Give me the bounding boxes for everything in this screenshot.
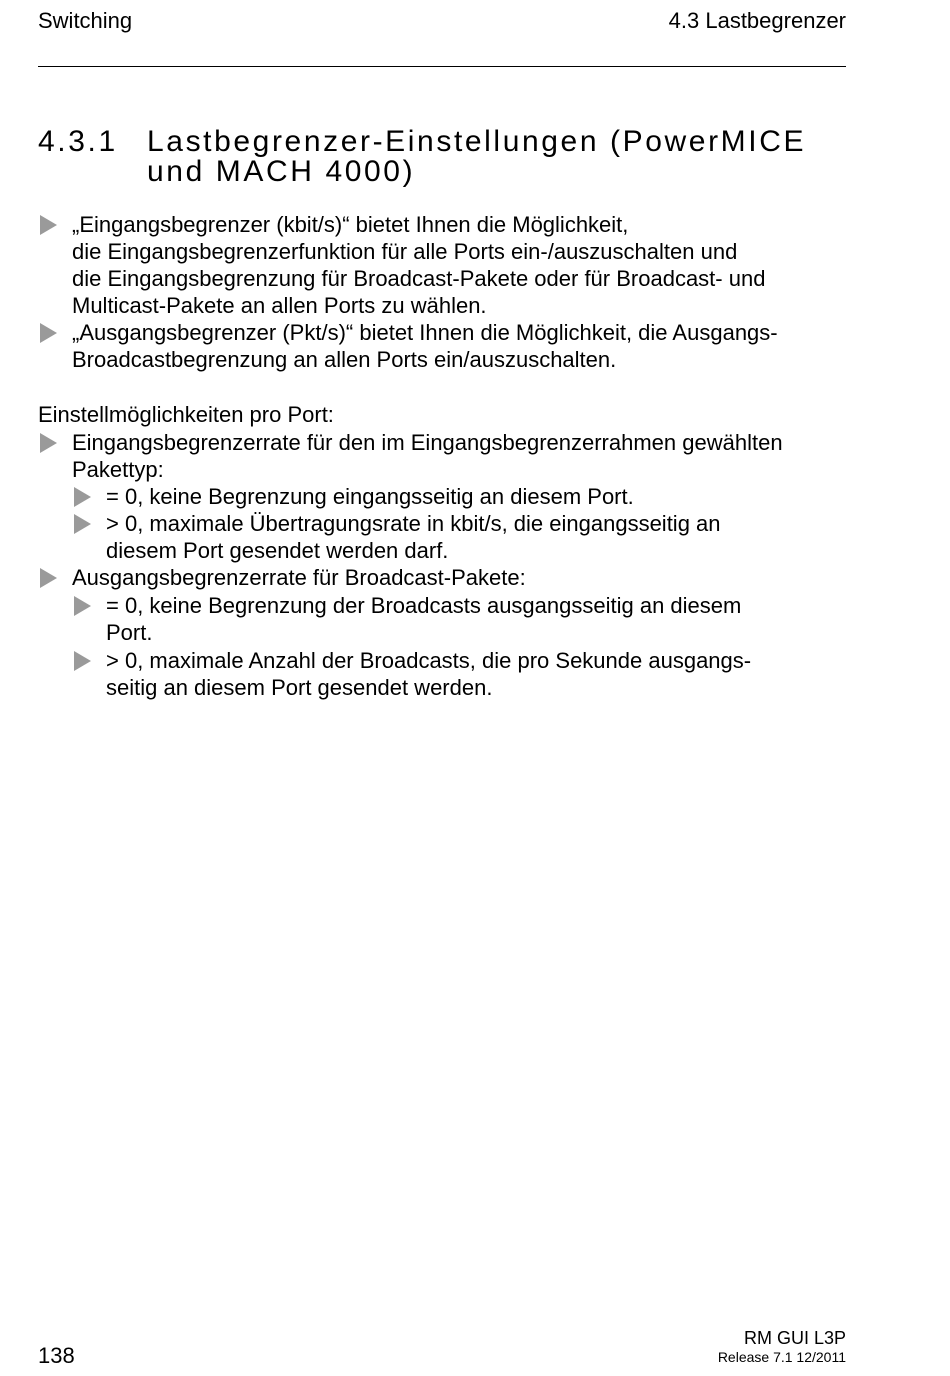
- egress-sub2-line1: > 0, maximale Anzahl der Broadcasts, die pro Sekunde ausgangs-: [106, 648, 752, 673]
- ingress-sub2-line2: diesem Port gesendet werden darf.: [106, 538, 449, 563]
- egress-sub1-line2: Port.: [106, 620, 153, 645]
- intro-item1-line4: Multicast-Pakete an allen Ports zu wählen.: [72, 293, 487, 318]
- intro-item1-line1: „Eingangsbegrenzer (kbit/s)“ bietet Ihnen die Möglichkeit,: [72, 212, 629, 237]
- sub-bullet-triangle-icon: [74, 487, 91, 507]
- sub-bullet-triangle-icon: [74, 651, 91, 671]
- egress-sub1-line1: = 0, keine Begrenzung der Broadcasts ausgangsseitig an diesem: [106, 593, 742, 618]
- running-header-left: Switching: [38, 8, 133, 33]
- ingress-line1: Eingangsbegrenzerrate für den im Eingangsbegrenzerrahmen gewählten: [72, 430, 783, 455]
- section-title-line2: und MACH 4000): [147, 155, 416, 188]
- intro-item2-line2: Broadcastbegrenzung an allen Ports ein/auszuschalten.: [72, 347, 617, 372]
- footer-release: Release 7.1 12/2011: [717, 1349, 846, 1365]
- egress-sub2-line2: seitig an diesem Port gesendet werden.: [106, 675, 493, 700]
- egress-line1: Ausgangsbegrenzerrate für Broadcast-Pakete:: [72, 565, 526, 590]
- section-number: 4.3.1: [38, 125, 118, 158]
- per-port-heading: Einstellmöglichkeiten pro Port:: [38, 402, 334, 427]
- page-number: 138: [38, 1343, 75, 1368]
- bullet-triangle-icon: [40, 323, 57, 343]
- intro-item2-line1: „Ausgangsbegrenzer (Pkt/s)“ bietet Ihnen die Möglichkeit, die Ausgangs-: [72, 320, 778, 345]
- sub-bullet-triangle-icon: [74, 514, 91, 534]
- header-rule: [38, 66, 846, 67]
- running-header-right: 4.3 Lastbegrenzer: [668, 8, 846, 33]
- section-title-line1: Lastbegrenzer-Einstellungen (PowerMICE: [147, 125, 807, 158]
- intro-item1-line2: die Eingangsbegrenzerfunktion für alle Ports ein-/auszuschalten und: [72, 239, 738, 264]
- ingress-line2: Pakettyp:: [72, 457, 164, 482]
- intro-item1-line3: die Eingangsbegrenzung für Broadcast-Pakete oder für Broadcast- und: [72, 266, 766, 291]
- sub-bullet-triangle-icon: [74, 596, 91, 616]
- ingress-sub1-line1: = 0, keine Begrenzung eingangsseitig an diesem Port.: [106, 484, 634, 509]
- footer-doc-name: RM GUI L3P: [743, 1328, 846, 1348]
- bullet-triangle-icon: [40, 433, 57, 453]
- ingress-sub2-line1: > 0, maximale Übertragungsrate in kbit/s, die eingangsseitig an: [106, 511, 721, 536]
- bullet-triangle-icon: [40, 215, 57, 235]
- bullet-triangle-icon: [40, 568, 57, 588]
